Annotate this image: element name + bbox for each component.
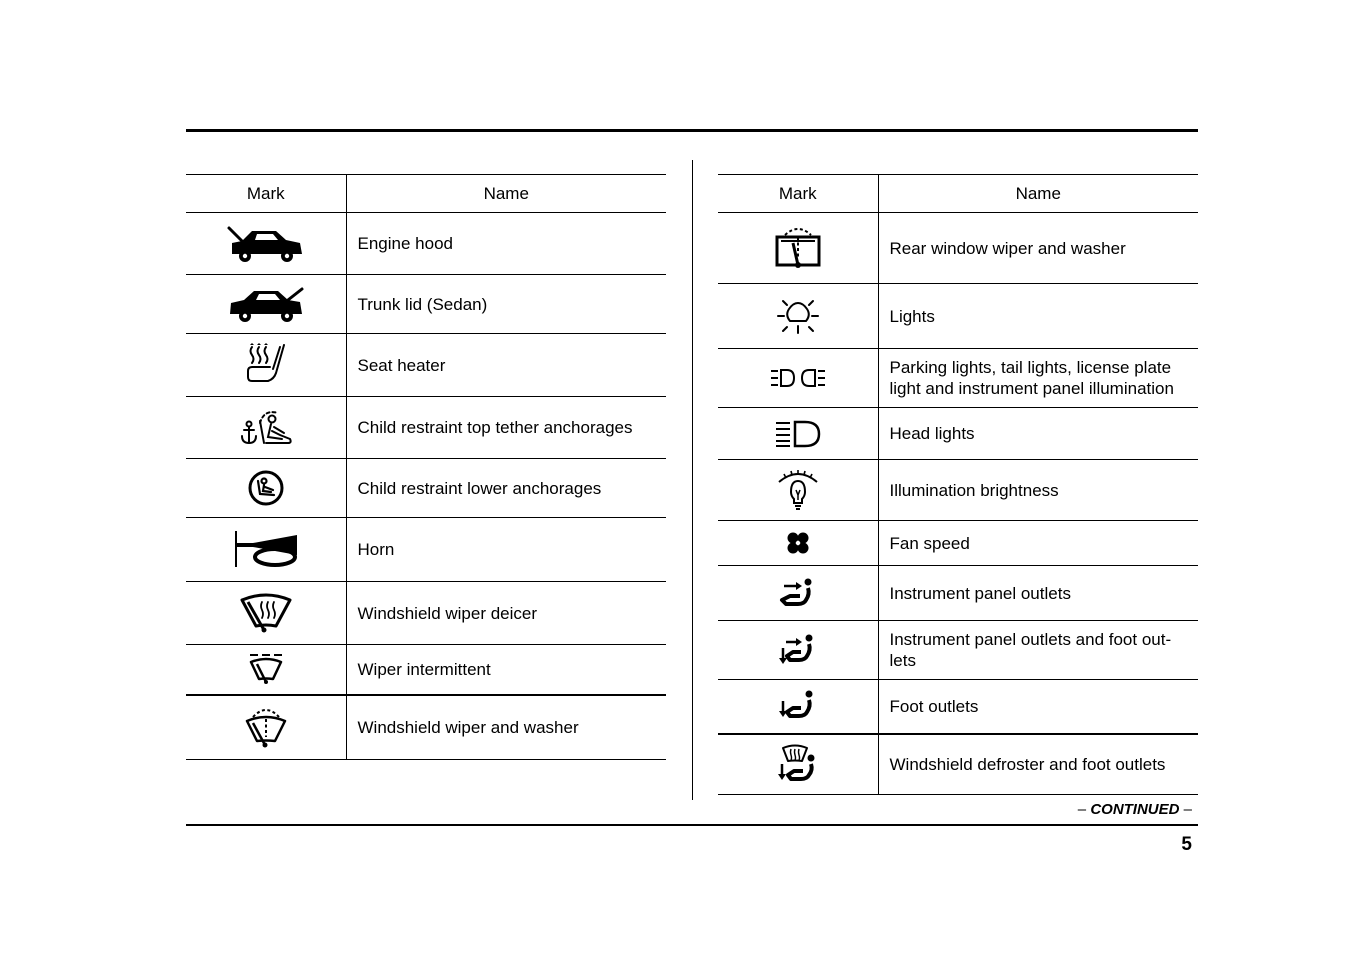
name-cell: Fan speed xyxy=(878,521,1198,566)
table-row xyxy=(186,645,666,695)
mark-cell xyxy=(186,275,346,334)
mark-cell xyxy=(186,459,346,518)
name-cell xyxy=(878,621,1198,680)
engine-hood-icon xyxy=(226,224,306,264)
continued-note xyxy=(1078,801,1192,818)
table-row xyxy=(718,213,1198,284)
mark-cell xyxy=(718,213,878,284)
table-row xyxy=(186,518,666,582)
mark-cell xyxy=(718,284,878,349)
name-line-2: light and instrument panel illumination xyxy=(889,379,1174,398)
name-column-header: Name xyxy=(878,175,1198,213)
child-tether-anchor-icon xyxy=(238,407,294,449)
page-number: 5 xyxy=(1181,834,1192,855)
table-row xyxy=(718,284,1198,349)
name-cell: Foot outlets xyxy=(878,680,1198,734)
name-line-1: Parking lights, tail lights, license plate xyxy=(889,358,1172,377)
name-cell: Rear window wiper and washer xyxy=(878,213,1198,284)
child-lower-anchor-icon xyxy=(246,468,286,508)
symbols-table-left xyxy=(186,174,666,760)
bottom-rule xyxy=(186,824,1198,826)
mark-cell xyxy=(718,621,878,680)
wiper-intermittent-icon xyxy=(246,652,286,686)
table-row xyxy=(186,459,666,518)
defroster-foot-outlets-icon xyxy=(777,744,819,784)
panel-outlets-icon xyxy=(778,576,818,610)
lights-icon xyxy=(775,295,821,337)
parking-lights-icon xyxy=(769,366,827,390)
head-lights-icon xyxy=(773,419,823,449)
name-cell: Windshield wiper deicer xyxy=(346,582,666,645)
table-header-row xyxy=(186,175,666,213)
mark-cell xyxy=(186,582,346,645)
name-cell: Child restraint lower anchorages xyxy=(346,459,666,518)
trunk-lid-icon xyxy=(226,284,306,324)
table-row xyxy=(718,680,1198,734)
table-header-row xyxy=(718,175,1198,213)
name-cell: Horn xyxy=(346,518,666,582)
table-row xyxy=(718,621,1198,680)
name-column-header: Name xyxy=(346,175,666,213)
horn-icon xyxy=(231,529,301,571)
illumination-brightness-icon xyxy=(775,470,821,510)
column-divider xyxy=(692,160,693,800)
mark-cell xyxy=(186,213,346,275)
table-row xyxy=(718,408,1198,460)
mark-cell xyxy=(718,521,878,566)
seat-heater-icon xyxy=(244,343,288,387)
table-row xyxy=(186,397,666,459)
name-cell: Child restraint top tether anchorages xyxy=(346,397,666,459)
mark-cell xyxy=(718,349,878,408)
name-cell: Illumination brightness xyxy=(878,460,1198,521)
panel-foot-outlets-icon xyxy=(778,632,818,668)
mark-cell xyxy=(718,680,878,734)
continued-dash-left: – xyxy=(1077,801,1087,818)
name-line-1: Instrument panel outlets and foot out- xyxy=(889,630,1172,649)
mark-column-header: Mark xyxy=(186,175,346,213)
name-cell: Seat heater xyxy=(346,334,666,397)
table-row xyxy=(186,213,666,275)
name-cell: Head lights xyxy=(878,408,1198,460)
mark-cell xyxy=(718,408,878,460)
name-cell: Trunk lid (Sedan) xyxy=(346,275,666,334)
mark-cell xyxy=(718,566,878,621)
name-cell: Windshield defroster and foot outlets xyxy=(878,734,1198,795)
continued-dash-right: – xyxy=(1183,801,1192,818)
rear-wiper-washer-icon xyxy=(773,225,823,271)
table-row xyxy=(186,275,666,334)
mark-cell xyxy=(186,645,346,695)
symbols-table-right xyxy=(718,174,1198,795)
name-cell: Engine hood xyxy=(346,213,666,275)
table-row xyxy=(186,334,666,397)
table-row xyxy=(186,695,666,760)
mark-cell xyxy=(186,334,346,397)
table-row xyxy=(718,460,1198,521)
mark-cell xyxy=(186,518,346,582)
mark-cell xyxy=(186,397,346,459)
table-row xyxy=(186,582,666,645)
name-line-2: lets xyxy=(889,651,916,670)
table-row xyxy=(718,734,1198,795)
name-cell: Wiper intermittent xyxy=(346,645,666,695)
table-row xyxy=(718,349,1198,408)
table-row xyxy=(718,521,1198,566)
name-cell: Lights xyxy=(878,284,1198,349)
mark-cell xyxy=(718,460,878,521)
name-cell: Instrument panel outlets xyxy=(878,566,1198,621)
fan-speed-icon xyxy=(786,531,810,555)
wiper-washer-icon xyxy=(243,705,289,749)
wiper-deicer-icon xyxy=(238,592,294,634)
table-row xyxy=(718,566,1198,621)
mark-cell xyxy=(186,695,346,760)
name-cell xyxy=(878,349,1198,408)
continued-label: CONTINUED xyxy=(1090,801,1180,818)
foot-outlets-icon xyxy=(778,689,818,723)
top-rule xyxy=(186,129,1198,132)
mark-cell xyxy=(718,734,878,795)
name-cell: Windshield wiper and washer xyxy=(346,695,666,760)
mark-column-header: Mark xyxy=(718,175,878,213)
